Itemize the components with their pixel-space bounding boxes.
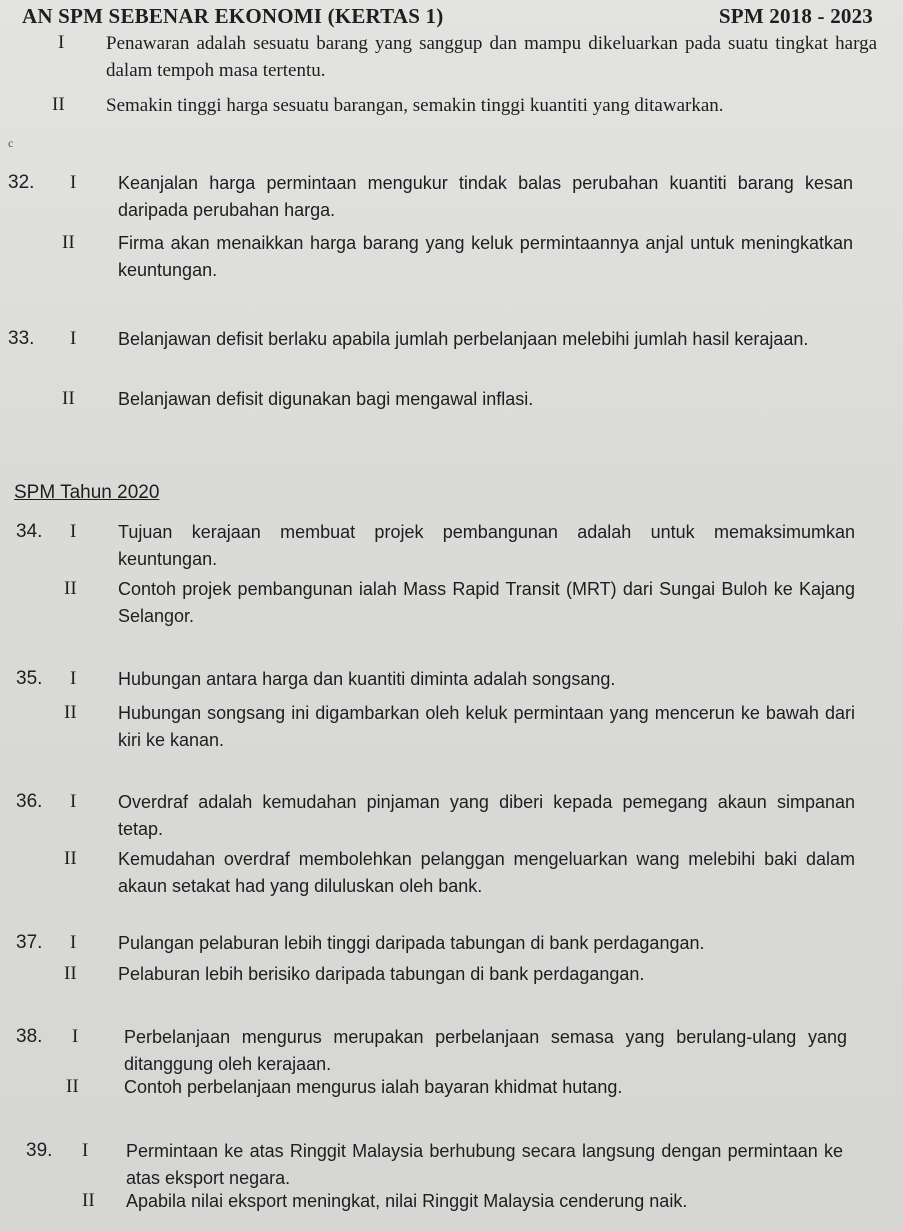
statement: Apabila nilai eksport meningkat, nilai Ringgit Malaysia cenderung naik. <box>126 1191 688 1211</box>
roman-numeral: II <box>82 1190 95 1211</box>
statement: Tujuan kerajaan membuat projek pembangunan adalah untuk memaksimumkan keuntungan. <box>118 522 855 569</box>
statement: Pelaburan lebih berisiko daripada tabungan di bank perdagangan. <box>118 964 645 984</box>
roman-numeral: II <box>64 578 77 599</box>
roman-numeral: I <box>70 791 77 812</box>
roman-numeral: II <box>64 963 77 984</box>
statement: Kemudahan overdraf membolehkan pelanggan mengeluarkan wang melebihi baki dalam akaun setakat had yang diluluskan oleh bank. <box>118 849 855 896</box>
roman-numeral: II <box>64 702 77 723</box>
statement: Belanjawan defisit digunakan bagi mengawal inflasi. <box>118 389 534 409</box>
header-title: AN SPM SEBENAR EKONOMI (KERTAS 1) <box>22 4 444 28</box>
pencil-mark: c <box>8 136 14 150</box>
roman-numeral: I <box>70 328 77 349</box>
statement: Pulangan pelaburan lebih tinggi daripada tabungan di bank perdagangan. <box>118 933 705 953</box>
header-years: SPM 2018 - 2023 <box>718 4 873 28</box>
statement: Hubungan songsang ini digambarkan oleh keluk permintaan yang mencerun ke bawah dari kiri ke kanan. <box>118 703 855 750</box>
statement: Permintaan ke atas Ringgit Malaysia berhubung secara langsung dengan permintaan ke atas eksport negara. <box>126 1141 843 1188</box>
question-number: 33. <box>8 328 35 349</box>
statement: Perbelanjaan mengurus merupakan perbelanjaan semasa yang berulang-ulang yang ditanggung oleh kerajaan. <box>124 1027 847 1074</box>
roman-numeral: II <box>62 388 75 409</box>
roman-numeral: I <box>82 1140 89 1161</box>
roman-numeral: II <box>64 848 77 869</box>
statement: Semakin tinggi harga sesuatu barangan, semakin tinggi kuantiti yang ditawarkan. <box>106 95 724 116</box>
roman-numeral: II <box>66 1076 79 1097</box>
roman-numeral: I <box>70 668 77 689</box>
statement: Overdraf adalah kemudahan pinjaman yang diberi kepada pemegang akaun simpanan tetap. <box>118 792 855 839</box>
roman-numeral: II <box>62 232 75 253</box>
statement: Penawaran adalah sesuatu barang yang sanggup dan mampu dikeluarkan pada suatu tingkat harga dalam tempoh masa tertentu. <box>106 33 877 81</box>
statement: Keanjalan harga permintaan mengukur tindak balas perubahan kuantiti barang kesan daripada perubahan harga. <box>118 173 853 220</box>
question-number: 34. <box>16 521 43 542</box>
question-number: 35. <box>16 668 43 689</box>
roman-numeral: II <box>52 94 65 115</box>
statement: Belanjawan defisit berlaku apabila jumlah perbelanjaan melebihi jumlah hasil kerajaan. <box>118 329 809 349</box>
roman-numeral: I <box>58 32 65 53</box>
statement: Firma akan menaikkan harga barang yang keluk permintaannya anjal untuk meningkatkan keuntungan. <box>118 233 853 280</box>
roman-numeral: I <box>70 932 77 953</box>
question-number: 36. <box>16 791 43 812</box>
question-number: 39. <box>26 1140 53 1161</box>
section-title: SPM Tahun 2020 <box>14 482 160 503</box>
roman-numeral: I <box>70 172 77 193</box>
statement: Contoh perbelanjaan mengurus ialah bayaran khidmat hutang. <box>124 1077 623 1097</box>
roman-numeral: I <box>70 521 77 542</box>
roman-numeral: I <box>72 1026 79 1047</box>
statement: Contoh projek pembangunan ialah Mass Rapid Transit (MRT) dari Sungai Buloh ke Kajang Selangor. <box>118 579 855 626</box>
statement: Hubungan antara harga dan kuantiti diminta adalah songsang. <box>118 669 616 689</box>
question-number: 38. <box>16 1026 43 1047</box>
question-number: 37. <box>16 932 43 953</box>
question-number: 32. <box>8 172 35 193</box>
